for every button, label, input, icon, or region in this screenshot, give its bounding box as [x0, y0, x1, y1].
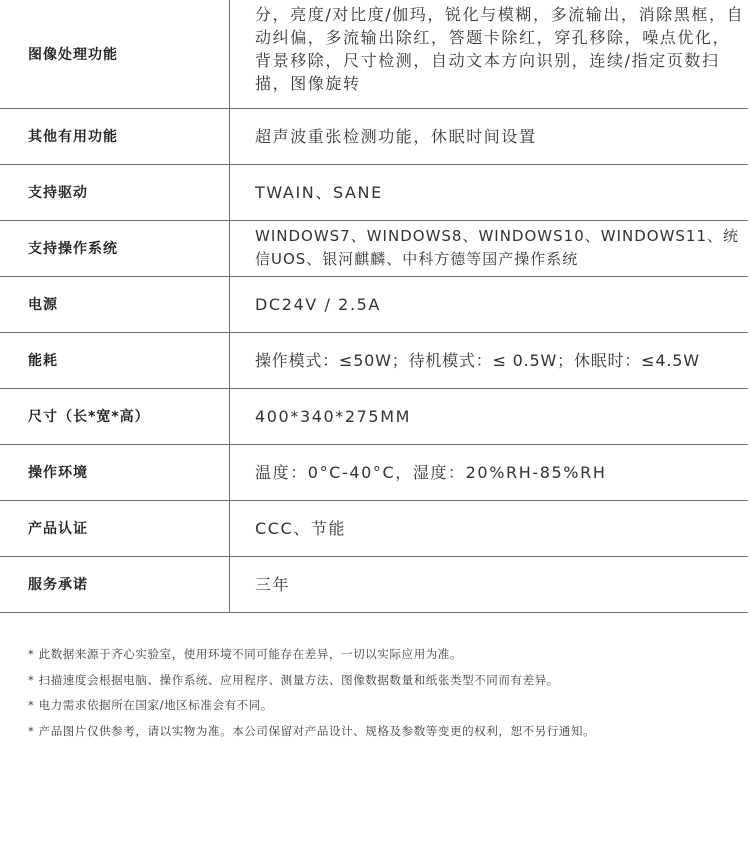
- spec-row-os: [0, 220, 748, 276]
- footnotes: [28, 642, 738, 744]
- spec-row-dimensions: [0, 388, 748, 444]
- spec-label: 电源: [28, 297, 58, 313]
- spec-row-image-processing: [0, 0, 748, 108]
- spec-value: TWAIN、SANE: [255, 182, 383, 202]
- spec-value: 400*340*275MM: [255, 406, 412, 426]
- spec-label: 图像处理功能: [28, 46, 118, 63]
- spec-value: DC24V / 2.5A: [255, 294, 381, 314]
- spec-row-service: [0, 556, 748, 612]
- footnote: * 产品图片仅供参考，请以实物为准。本公司保留对产品设计、规格及参数等变更的权利，恕不另行通知。: [28, 723, 596, 738]
- spec-label: 支持驱动: [28, 185, 88, 201]
- spec-label: 尺寸（长*宽*高）: [28, 409, 150, 425]
- spec-value: 温度：0°C-40°C，湿度：20%RH-85%RH: [255, 462, 607, 482]
- spec-row-consumption: [0, 332, 748, 388]
- spec-label: 支持操作系统: [28, 241, 118, 257]
- spec-row-power: [0, 276, 748, 332]
- spec-row-environment: [0, 444, 748, 500]
- spec-row-other-functions: [0, 108, 748, 164]
- spec-row-drivers: [0, 164, 748, 220]
- spec-value: CCC、节能: [255, 518, 347, 538]
- footnote: * 此数据来源于齐心实验室，使用环境不同可能存在差异，一切以实际应用为准。: [28, 647, 463, 661]
- spec-row-certification: [0, 500, 748, 556]
- spec-value: 超声波重张检测功能，休眠时间设置: [255, 126, 537, 146]
- spec-value: 三年: [255, 574, 291, 594]
- spec-label: 产品认证: [28, 521, 88, 537]
- spec-label: 操作环境: [28, 465, 88, 481]
- spec-value: WINDOWS7、WINDOWS8、WINDOWS10、WINDOWS11、统信UOS、银河麒麟、中科方德等国产操作系统: [255, 227, 740, 268]
- spec-label: 其他有用功能: [28, 129, 118, 145]
- footnote: * 扫描速度会根据电脑、操作系统、应用程序、测量方法、图像数据数量和纸张类型不同而有差异。: [28, 672, 559, 687]
- spec-label: 能耗: [28, 353, 58, 369]
- spec-label: 服务承诺: [28, 577, 88, 593]
- spec-value: 分，亮度/对比度/伽玛，锐化与模糊，多流输出，消除黑框，自动纠偏，多流输出除红，答题卡除红，穿孔移除，噪点优化，背景移除，尺寸检测，自动文本方向识别，连续/指定页数扫描，图像旋转: [255, 5, 745, 94]
- spec-value: 操作模式：≤50W；待机模式：≤ 0.5W；休眠时：≤4.5W: [255, 350, 700, 370]
- footnote: * 电力需求依据所在国家/地区标准会有不同。: [28, 698, 273, 712]
